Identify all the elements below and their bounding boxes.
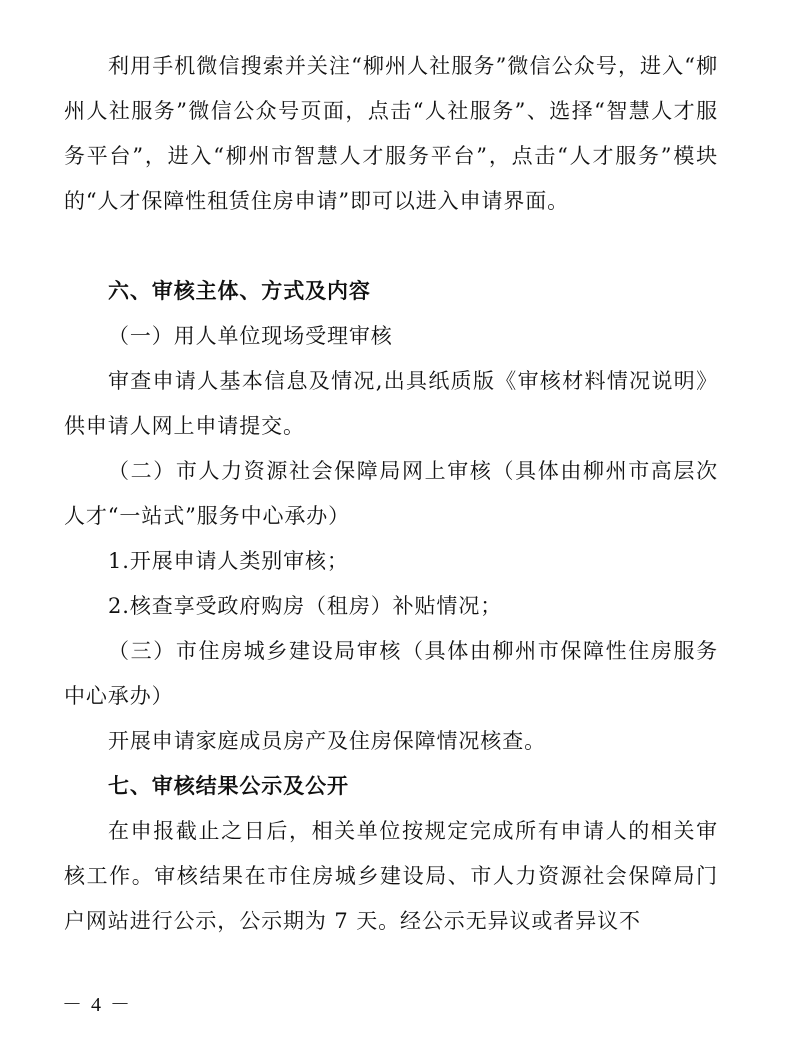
section-6-heading: 六、审核主体、方式及内容 [108,279,371,303]
page-number: － 4 － [62,994,132,1016]
section-7-paragraph: 在申报截止之日后，相关单位按规定完成所有申请人的相关审核工作。审核结果在市住房城乡建设局、市人力资源社会保障局门户网站进行公示，公示期为 7 天。经公示无异议或者异议不 [64,819,718,933]
subsection-3-paragraph: 开展申请家庭成员房产及住房保障情况核查。 [108,729,546,753]
subsection-2-heading: （二）市人力资源社会保障局网上审核（具体由柳州市高层次人才“一站式”服务中心承办） [64,459,718,528]
subsection-3-heading: （三）市住房城乡建设局审核（具体由柳州市保障性住房服务中心承办） [64,639,718,708]
subsection-2-item-2: 2.核查享受政府购房（租房）补贴情况； [108,594,503,618]
subsection-1-heading: （一）用人单位现场受理审核 [108,324,393,348]
subsection-1-paragraph: 审查申请人基本信息及情况,出具纸质版《审核材料情况说明》供申请人网上申请提交。 [64,369,718,438]
section-7-heading: 七、审核结果公示及公开 [108,774,349,798]
subsection-2-item-1: 1.开展申请人类别审核； [108,549,349,573]
intro-paragraph: 利用手机微信搜索并关注“柳州人社服务”微信公众号，进入“柳州人社服务”微信公众号页面，点击“人社服务”、选择“智慧人才服务平台”，进入“柳州市智慧人才服务平台”，点击“人才服务”模块的“人才保障性租赁住房申请”即可以进入申请界面。 [64,54,718,213]
